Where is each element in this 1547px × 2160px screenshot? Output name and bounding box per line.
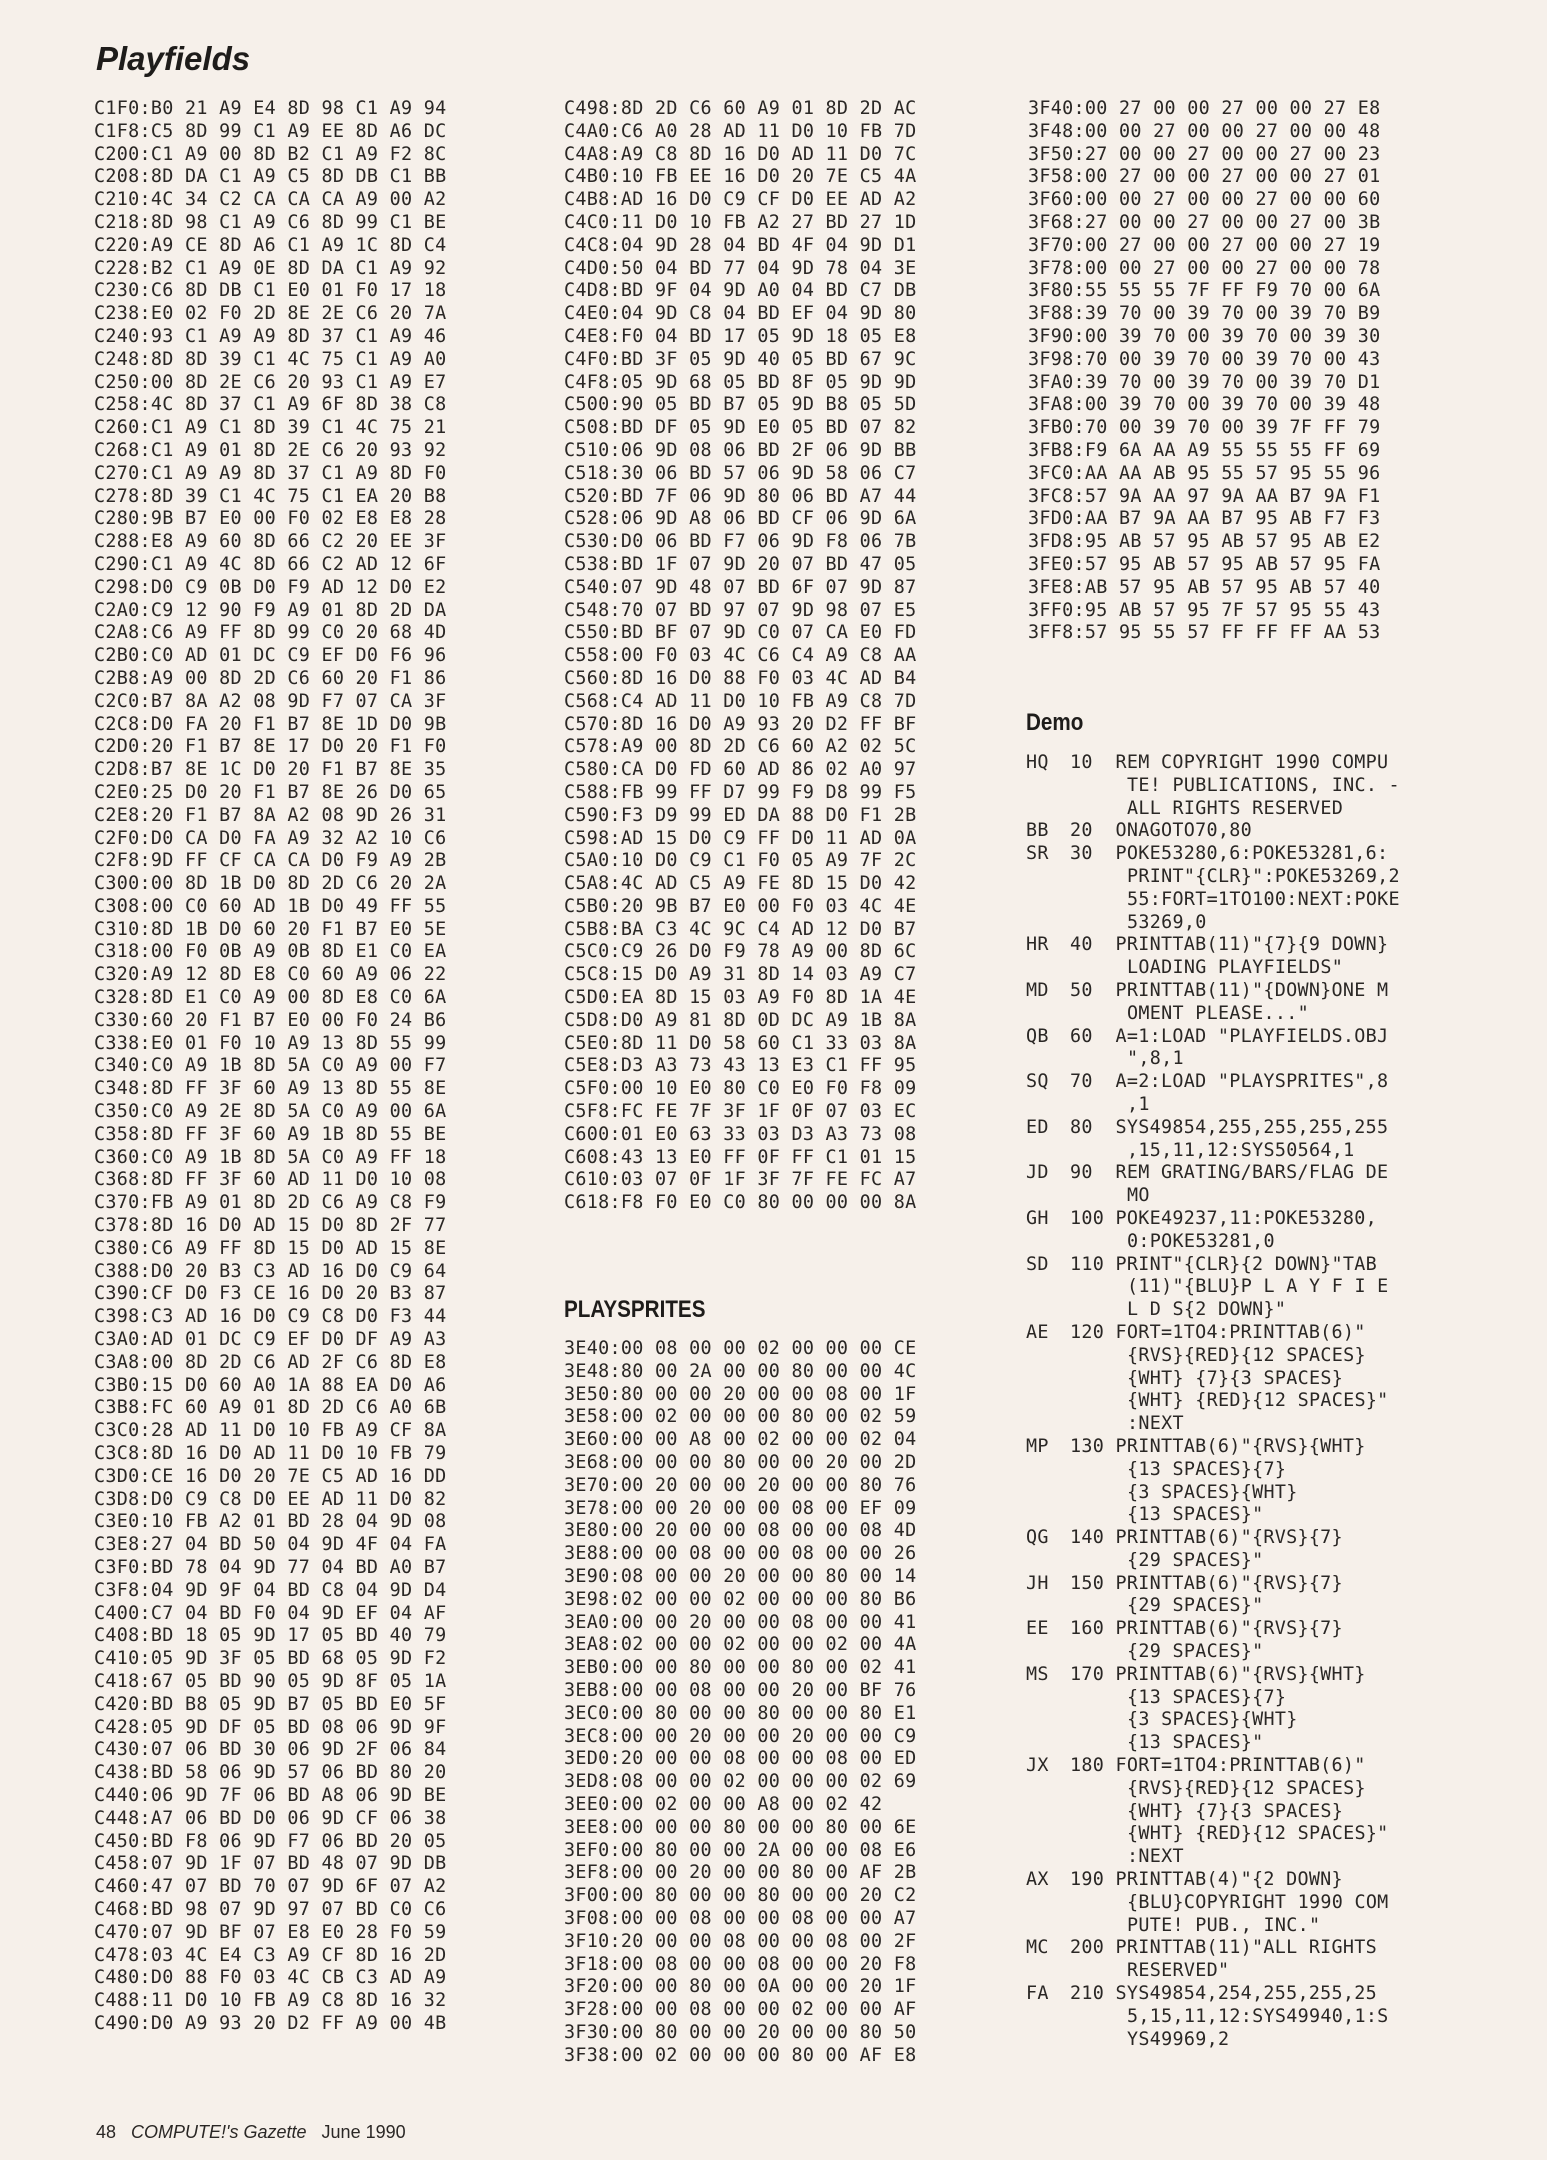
- listing-line: C460:47 07 BD 70 07 9D 6F 07 A2: [94, 1876, 447, 1898]
- listing-line: C250:00 8D 2E C6 20 93 C1 A9 E7: [94, 371, 447, 393]
- basic-line-text: 120 FORT=1TO4:PRINTTAB(6)": [1070, 1321, 1366, 1343]
- checksum-tag: QG: [1026, 1527, 1049, 1549]
- continuation-text: ,1: [1127, 1093, 1150, 1115]
- listing-line: 3FA8:00 39 70 00 39 70 00 39 48: [1028, 394, 1381, 416]
- listing-line: C588:FB 99 FF D7 99 F9 D8 99 F5: [564, 781, 917, 803]
- listing-line: C5B8:BA C3 4C 9C C4 AD 12 D0 B7: [564, 918, 917, 940]
- basic-line-text: 40 PRINTTAB(11)"{7}{9 DOWN}: [1070, 934, 1389, 956]
- checksum-tag: SQ: [1026, 1071, 1049, 1093]
- listing-line: C3A8:00 8D 2D C6 AD 2F C6 8D E8: [94, 1351, 447, 1373]
- listing-column-3: [1028, 98, 1381, 645]
- listing-line: C4E0:04 9D C8 04 BD EF 04 9D 80: [564, 303, 917, 325]
- listing-line: C200:C1 A9 00 8D B2 C1 A9 F2 8C: [94, 143, 447, 165]
- checksum-tag: QB: [1026, 1025, 1049, 1047]
- listing-line: 3EF0:00 80 00 00 2A 00 00 08 E6: [564, 1839, 917, 1861]
- continuation-text: 5,15,11,12:SYS49940,1:S: [1127, 2005, 1389, 2027]
- continuation-text: L D S{2 DOWN}": [1127, 1299, 1287, 1321]
- listing-line: C400:C7 04 BD F0 04 9D EF 04 AF: [94, 1602, 447, 1624]
- listing-line: C5C0:C9 26 D0 F9 78 A9 00 8D 6C: [564, 941, 917, 963]
- listing-line: 3EC0:00 80 00 00 80 00 00 80 E1: [564, 1702, 917, 1724]
- listing-line: 3EA0:00 00 20 00 00 08 00 00 41: [564, 1611, 917, 1633]
- listing-line: C4D0:50 04 BD 77 04 9D 78 04 3E: [564, 257, 917, 279]
- listing-line: C478:03 4C E4 C3 A9 CF 8D 16 2D: [94, 1944, 447, 1966]
- continuation-text: (11)"{BLU}P L A Y F I E: [1127, 1276, 1389, 1298]
- basic-line-text: 170 PRINTTAB(6)"{RVS}{WHT}: [1070, 1663, 1366, 1685]
- listing-line: C2C0:B7 8A A2 08 9D F7 07 CA 3F: [94, 690, 447, 712]
- listing-line: C470:07 9D BF 07 E8 E0 28 F0 59: [94, 1921, 447, 1943]
- basic-line-text: 80 SYS49854,255,255,255,255: [1070, 1116, 1389, 1138]
- listing-line: C340:C0 A9 1B 8D 5A C0 A9 00 F7: [94, 1055, 447, 1077]
- basic-line-text: 50 PRINTTAB(11)"{DOWN}ONE M: [1070, 979, 1389, 1001]
- checksum-tag: SR: [1026, 843, 1049, 865]
- issue-date: June 1990: [321, 2122, 406, 2142]
- listing-line: C488:11 D0 10 FB A9 C8 8D 16 32: [94, 1990, 447, 2012]
- listing-line: C380:C6 A9 FF 8D 15 D0 AD 15 8E: [94, 1237, 447, 1259]
- listing-line: C3C0:28 AD 11 D0 10 FB A9 CF 8A: [94, 1420, 447, 1442]
- listing-line: 3F70:00 27 00 00 27 00 00 27 19: [1028, 234, 1381, 256]
- listing-line: 3EC8:00 00 20 00 00 20 00 00 C9: [564, 1725, 917, 1747]
- listing-line: C4B8:AD 16 D0 C9 CF D0 EE AD A2: [564, 189, 917, 211]
- basic-line-text: 150 PRINTTAB(6)"{RVS}{7}: [1070, 1572, 1343, 1594]
- listing-line: C3B8:FC 60 A9 01 8D 2D C6 A0 6B: [94, 1397, 447, 1419]
- listing-line: 3F48:00 00 27 00 00 27 00 00 48: [1028, 120, 1381, 142]
- listing-line: C270:C1 A9 A9 8D 37 C1 A9 8D F0: [94, 462, 447, 484]
- listing-line: C4F0:BD 3F 05 9D 40 05 BD 67 9C: [564, 348, 917, 370]
- continuation-text: {13 SPACES}": [1127, 1732, 1264, 1754]
- listing-line: C4C0:11 D0 10 FB A2 27 BD 27 1D: [564, 211, 917, 233]
- listing-line: C5C8:15 D0 A9 31 8D 14 03 A9 C7: [564, 964, 917, 986]
- continuation-text: {13 SPACES}{7}: [1127, 1458, 1287, 1480]
- listing-line: C500:90 05 BD B7 05 9D B8 05 5D: [564, 394, 917, 416]
- listing-line: 3E90:08 00 00 20 00 00 80 00 14: [564, 1565, 917, 1587]
- listing-line: 3EE0:00 02 00 00 A8 00 02 42: [564, 1793, 883, 1815]
- listing-line: 3F68:27 00 00 27 00 00 27 00 3B: [1028, 211, 1381, 233]
- listing-line: C328:8D E1 C0 A9 00 8D E8 C0 6A: [94, 987, 447, 1009]
- page-title: Playfields: [96, 40, 251, 77]
- checksum-tag: MS: [1026, 1663, 1049, 1685]
- continuation-text: {29 SPACES}": [1127, 1595, 1264, 1617]
- continuation-text: {29 SPACES}": [1127, 1641, 1264, 1663]
- listing-line: 3F80:55 55 55 7F FF F9 70 00 6A: [1028, 280, 1381, 302]
- listing-line: C378:8D 16 D0 AD 15 D0 8D 2F 77: [94, 1215, 447, 1237]
- basic-line-text: 60 A=1:LOAD "PLAYFIELDS.OBJ: [1070, 1025, 1389, 1047]
- listing-line: C278:8D 39 C1 4C 75 C1 EA 20 B8: [94, 485, 447, 507]
- checksum-tag: MP: [1026, 1435, 1049, 1457]
- listing-line: C5D0:EA 8D 15 03 A9 F0 8D 1A 4E: [564, 987, 917, 1009]
- continuation-text: {3 SPACES}{WHT}: [1127, 1481, 1298, 1503]
- listing-line: C450:BD F8 06 9D F7 06 BD 20 05: [94, 1830, 447, 1852]
- listing-line: 3F50:27 00 00 27 00 00 27 00 23: [1028, 143, 1381, 165]
- continuation-text: {WHT} {RED}{12 SPACES}": [1127, 1823, 1389, 1845]
- checksum-tag: SD: [1026, 1253, 1049, 1275]
- listing-line: 3EB8:00 00 08 00 00 20 00 BF 76: [564, 1679, 917, 1701]
- listing-line: C4D8:BD 9F 04 9D A0 04 BD C7 DB: [564, 280, 917, 302]
- continuation-text: {WHT} {7}{3 SPACES}: [1127, 1800, 1344, 1822]
- listing-line: C2E8:20 F1 B7 8A A2 08 9D 26 31: [94, 804, 447, 826]
- page-footer: [96, 2122, 406, 2143]
- listing-line: C428:05 9D DF 05 BD 08 06 9D 9F: [94, 1716, 447, 1738]
- listing-line: C350:C0 A9 2E 8D 5A C0 A9 00 6A: [94, 1101, 447, 1123]
- listing-line: 3EB0:00 00 80 00 00 80 00 02 41: [564, 1657, 917, 1679]
- listing-line: 3F60:00 00 27 00 00 27 00 00 60: [1028, 189, 1381, 211]
- listing-line: C410:05 9D 3F 05 BD 68 05 9D F2: [94, 1648, 447, 1670]
- listing-line: C538:BD 1F 07 9D 20 07 BD 47 05: [564, 553, 917, 575]
- listing-column-2: [564, 98, 917, 1215]
- listing-line: C320:A9 12 8D E8 C0 60 A9 06 22: [94, 964, 447, 986]
- listing-line: C528:06 9D A8 06 BD CF 06 9D 6A: [564, 508, 917, 530]
- listing-line: C480:D0 88 F0 03 4C CB C3 AD A9: [94, 1967, 447, 1989]
- listing-line: C1F0:B0 21 A9 E4 8D 98 C1 A9 94: [94, 98, 447, 119]
- listing-line: 3F38:00 02 00 00 00 80 00 AF E8: [564, 2044, 917, 2066]
- listing-line: 3F28:00 00 08 00 00 02 00 00 AF: [564, 1999, 917, 2021]
- continuation-text: {13 SPACES}{7}: [1127, 1686, 1287, 1708]
- listing-line: 3E70:00 20 00 00 20 00 00 80 76: [564, 1474, 917, 1496]
- basic-line-text: 90 REM GRATING/BARS/FLAG DE: [1070, 1162, 1389, 1184]
- continuation-text: 0:POKE53281,0: [1127, 1230, 1275, 1252]
- listing-line: C448:A7 06 BD D0 06 9D CF 06 38: [94, 1807, 447, 1829]
- listing-line: C570:8D 16 D0 A9 93 20 D2 FF BF: [564, 713, 917, 735]
- listing-line: C300:00 8D 1B D0 8D 2D C6 20 2A: [94, 873, 447, 895]
- listing-line: C280:9B B7 E0 00 F0 02 E8 E8 28: [94, 508, 447, 530]
- listing-line: C260:C1 A9 C1 8D 39 C1 4C 75 21: [94, 417, 447, 439]
- listing-line: C2A8:C6 A9 FF 8D 99 C0 20 68 4D: [94, 622, 447, 644]
- listing-line: C248:8D 8D 39 C1 4C 75 C1 A9 A0: [94, 348, 447, 370]
- listing-line: 3EF8:00 00 20 00 00 80 00 AF 2B: [564, 1862, 917, 1884]
- listing-line: C5E0:8D 11 D0 58 60 C1 33 03 8A: [564, 1032, 917, 1054]
- listing-line: C2F0:D0 CA D0 FA A9 32 A2 10 C6: [94, 827, 447, 849]
- listing-line: C4A8:A9 C8 8D 16 D0 AD 11 D0 7C: [564, 143, 917, 165]
- basic-line-text: 100 POKE49237,11:POKE53280,: [1070, 1207, 1378, 1229]
- listing-line: C560:8D 16 D0 88 F0 03 4C AD B4: [564, 667, 917, 689]
- listing-line: 3F88:39 70 00 39 70 00 39 70 B9: [1028, 303, 1381, 325]
- listing-line: 3FF8:57 95 55 57 FF FF FF AA 53: [1028, 622, 1381, 644]
- checksum-tag: BB: [1026, 820, 1049, 842]
- listing-line: C268:C1 A9 01 8D 2E C6 20 93 92: [94, 439, 447, 461]
- listing-line: C2F8:9D FF CF CA CA D0 F9 A9 2B: [94, 850, 447, 872]
- listing-line: C5E8:D3 A3 73 43 13 E3 C1 FF 95: [564, 1055, 917, 1077]
- listing-line: C558:00 F0 03 4C C6 C4 A9 C8 AA: [564, 645, 917, 667]
- listing-line: C568:C4 AD 11 D0 10 FB A9 C8 7D: [564, 690, 917, 712]
- listing-line: C5F8:FC FE 7F 3F 1F 0F 07 03 EC: [564, 1101, 917, 1123]
- listing-line: 3FC0:AA AA AB 95 55 57 95 55 96: [1028, 462, 1381, 484]
- listing-line: C2B0:C0 AD 01 DC C9 EF D0 F6 96: [94, 645, 447, 667]
- listing-line: 3E78:00 00 20 00 00 08 00 EF 09: [564, 1497, 917, 1519]
- checksum-tag: JH: [1026, 1572, 1049, 1594]
- listing-line: C2D0:20 F1 B7 8E 17 D0 20 F1 F0: [94, 736, 447, 758]
- listing-line: C608:43 13 E0 FF 0F FF C1 01 15: [564, 1146, 917, 1168]
- listing-line: C5F0:00 10 E0 80 C0 E0 F0 F8 09: [564, 1078, 917, 1100]
- continuation-text: ALL RIGHTS RESERVED: [1127, 797, 1344, 819]
- listing-line: C438:BD 58 06 9D 57 06 BD 80 20: [94, 1762, 447, 1784]
- listing-line: C348:8D FF 3F 60 A9 13 8D 55 8E: [94, 1078, 447, 1100]
- listing-line: C230:C6 8D DB C1 E0 01 F0 17 18: [94, 280, 447, 302]
- listing-line: C390:CF D0 F3 CE 16 D0 20 B3 87: [94, 1283, 447, 1305]
- listing-line: C210:4C 34 C2 CA CA CA A9 00 A2: [94, 189, 447, 211]
- listing-line: C5A8:4C AD C5 A9 FE 8D 15 D0 42: [564, 873, 917, 895]
- listing-line: C510:06 9D 08 06 BD 2F 06 9D BB: [564, 439, 917, 461]
- listing-line: C418:67 05 BD 90 05 9D 8F 05 1A: [94, 1670, 447, 1692]
- listing-line: 3EA8:02 00 00 02 00 00 02 00 4A: [564, 1634, 917, 1656]
- basic-line-text: 180 FORT=1TO4:PRINTTAB(6)": [1070, 1755, 1366, 1777]
- basic-line-text: 20 ONAGOTO70,80: [1070, 820, 1252, 842]
- listing-line: 3FF0:95 AB 57 95 7F 57 95 55 43: [1028, 599, 1381, 621]
- listing-line: C308:00 C0 60 AD 1B D0 49 FF 55: [94, 895, 447, 917]
- listing-line: C498:8D 2D C6 60 A9 01 8D 2D AC: [564, 98, 917, 119]
- basic-line-text: 110 PRINT"{CLR}{2 DOWN}"TAB: [1070, 1253, 1378, 1275]
- basic-line-text: 160 PRINTTAB(6)"{RVS}{7}: [1070, 1618, 1343, 1640]
- listing-line: C600:01 E0 63 33 03 D3 A3 73 08: [564, 1123, 917, 1145]
- listing-line: 3F08:00 00 08 00 00 08 00 00 A7: [564, 1907, 917, 1929]
- continuation-text: {13 SPACES}": [1127, 1504, 1264, 1526]
- listing-line: C238:E0 02 F0 2D 8E 2E C6 20 7A: [94, 303, 447, 325]
- continuation-text: {RVS}{RED}{12 SPACES}: [1127, 1777, 1366, 1799]
- continuation-text: :NEXT: [1127, 1846, 1184, 1868]
- listing-line: C3F8:04 9D 9F 04 BD C8 04 9D D4: [94, 1579, 447, 1601]
- listing-line: C2A0:C9 12 90 F9 A9 01 8D 2D DA: [94, 599, 447, 621]
- listing-line: 3F10:20 00 00 08 00 00 08 00 2F: [564, 1930, 917, 1952]
- listing-line: C5A0:10 D0 C9 C1 F0 05 A9 7F 2C: [564, 850, 917, 872]
- checksum-tag: FA: [1026, 1983, 1049, 2005]
- basic-line-text: 190 PRINTTAB(4)"{2 DOWN}: [1070, 1869, 1343, 1891]
- continuation-text: {BLU}COPYRIGHT 1990 COM: [1127, 1891, 1389, 1913]
- listing-line: C420:BD B8 05 9D B7 05 BD E0 5F: [94, 1693, 447, 1715]
- listing-line: C220:A9 CE 8D A6 C1 A9 1C 8D C4: [94, 234, 447, 256]
- continuation-text: TE! PUBLICATIONS, INC. -: [1127, 774, 1400, 796]
- listing-line: C360:C0 A9 1B 8D 5A C0 A9 FF 18: [94, 1146, 447, 1168]
- continuation-text: 53269,0: [1127, 911, 1207, 933]
- listing-line: C3B0:15 D0 60 A0 1A 88 EA D0 A6: [94, 1374, 447, 1396]
- checksum-tag: MC: [1026, 1937, 1049, 1959]
- listing-line: 3F18:00 08 00 00 08 00 00 20 F8: [564, 1953, 917, 1975]
- listing-line: C4B0:10 FB EE 16 D0 20 7E C5 4A: [564, 166, 917, 188]
- listing-line: 3E58:00 02 00 00 00 80 00 02 59: [564, 1406, 917, 1428]
- listing-line: C430:07 06 BD 30 06 9D 2F 06 84: [94, 1739, 447, 1761]
- listing-line: C228:B2 C1 A9 0E 8D DA C1 A9 92: [94, 257, 447, 279]
- listing-column-1: [94, 98, 447, 2036]
- listing-line: C5B0:20 9B B7 E0 00 F0 03 4C 4E: [564, 895, 917, 917]
- checksum-tag: JX: [1026, 1755, 1049, 1777]
- listing-line: 3F90:00 39 70 00 39 70 00 39 30: [1028, 325, 1381, 347]
- basic-line-text: 30 POKE53280,6:POKE53281,6:: [1070, 843, 1389, 865]
- continuation-text: {WHT} {RED}{12 SPACES}": [1127, 1390, 1389, 1412]
- listing-line: C3D0:CE 16 D0 20 7E C5 AD 16 DD: [94, 1465, 447, 1487]
- listing-line: 3FE8:AB 57 95 AB 57 95 AB 57 40: [1028, 576, 1381, 598]
- listing-line: C408:BD 18 05 9D 17 05 BD 40 79: [94, 1625, 447, 1647]
- continuation-text: {3 SPACES}{WHT}: [1127, 1709, 1298, 1731]
- listing-line: C310:8D 1B D0 60 20 F1 B7 E0 5E: [94, 918, 447, 940]
- listing-line: 3FD0:AA B7 9A AA B7 95 AB F7 F3: [1028, 508, 1381, 530]
- continuation-text: {29 SPACES}": [1127, 1549, 1264, 1571]
- listing-line: C3C8:8D 16 D0 AD 11 D0 10 FB 79: [94, 1443, 447, 1465]
- listing-line: C3F0:BD 78 04 9D 77 04 BD A0 B7: [94, 1557, 447, 1578]
- playsprites-listing: [564, 1338, 917, 2068]
- listing-line: C290:C1 A9 4C 8D 66 C2 AD 12 6F: [94, 553, 447, 575]
- continuation-text: PRINT"{CLR}":POKE53269,2: [1127, 865, 1400, 887]
- checksum-tag: AE: [1026, 1321, 1049, 1343]
- continuation-text: RESERVED": [1127, 1960, 1230, 1982]
- continuation-text: ,15,11,12:SYS50564,1: [1127, 1139, 1355, 1161]
- listing-line: C458:07 9D 1F 07 BD 48 07 9D DB: [94, 1853, 447, 1875]
- listing-line: C3E8:27 04 BD 50 04 9D 4F 04 FA: [94, 1534, 447, 1556]
- listing-line: C208:8D DA C1 A9 C5 8D DB C1 BB: [94, 166, 447, 188]
- listing-line: C2C8:D0 FA 20 F1 B7 8E 1D D0 9B: [94, 713, 447, 735]
- listing-line: 3FE0:57 95 AB 57 95 AB 57 95 FA: [1028, 553, 1381, 575]
- continuation-text: YS49969,2: [1127, 2028, 1230, 2050]
- listing-line: C518:30 06 BD 57 06 9D 58 06 C7: [564, 462, 917, 484]
- listing-line: C578:A9 00 8D 2D C6 60 A2 02 5C: [564, 736, 917, 758]
- listing-line: 3ED8:08 00 00 02 00 00 00 02 69: [564, 1771, 917, 1793]
- listing-line: C358:8D FF 3F 60 A9 1B 8D 55 BE: [94, 1123, 447, 1145]
- listing-line: 3E48:80 00 2A 00 00 80 00 00 4C: [564, 1360, 917, 1382]
- listing-line: C4C8:04 9D 28 04 BD 4F 04 9D D1: [564, 234, 917, 256]
- basic-line-text: 140 PRINTTAB(6)"{RVS}{7}: [1070, 1527, 1343, 1549]
- basic-line-text: 10 REM COPYRIGHT 1990 COMPU: [1070, 752, 1389, 773]
- listing-line: 3F78:00 00 27 00 00 27 00 00 78: [1028, 257, 1381, 279]
- listing-line: C468:BD 98 07 9D 97 07 BD C0 C6: [94, 1898, 447, 1920]
- listing-line: 3F00:00 80 00 00 80 00 00 20 C2: [564, 1885, 917, 1907]
- checksum-tag: HR: [1026, 934, 1049, 956]
- listing-line: C368:8D FF 3F 60 AD 11 D0 10 08: [94, 1169, 447, 1191]
- listing-line: 3F30:00 80 00 00 20 00 00 80 50: [564, 2021, 917, 2043]
- listing-line: 3F58:00 27 00 00 27 00 00 27 01: [1028, 166, 1381, 188]
- basic-line-text: 130 PRINTTAB(6)"{RVS}{WHT}: [1070, 1435, 1366, 1457]
- continuation-text: {RVS}{RED}{12 SPACES}: [1127, 1344, 1366, 1366]
- listing-line: C540:07 9D 48 07 BD 6F 07 9D 87: [564, 576, 917, 598]
- listing-line: C2B8:A9 00 8D 2D C6 60 20 F1 86: [94, 667, 447, 689]
- listing-line: C2D8:B7 8E 1C D0 20 F1 B7 8E 35: [94, 759, 447, 781]
- demo-heading: Demo: [1026, 709, 1084, 736]
- listing-line: C548:70 07 BD 97 07 9D 98 07 E5: [564, 599, 917, 621]
- listing-line: C298:D0 C9 0B D0 F9 AD 12 D0 E2: [94, 576, 447, 598]
- checksum-tag: JD: [1026, 1162, 1049, 1184]
- checksum-tag: GH: [1026, 1207, 1049, 1229]
- page-number: 48: [96, 2122, 117, 2142]
- listing-line: 3ED0:20 00 00 08 00 00 08 00 ED: [564, 1748, 917, 1770]
- listing-line: C288:E8 A9 60 8D 66 C2 20 EE 3F: [94, 531, 447, 553]
- continuation-text: {WHT} {7}{3 SPACES}: [1127, 1367, 1344, 1389]
- listing-line: C3E0:10 FB A2 01 BD 28 04 9D 08: [94, 1511, 447, 1533]
- magazine-name: COMPUTE!'s Gazette: [131, 2122, 307, 2142]
- listing-line: C590:F3 D9 99 ED DA 88 D0 F1 2B: [564, 804, 917, 826]
- continuation-text: PUTE! PUB., INC.": [1127, 1914, 1321, 1936]
- playsprites-heading: PLAYSPRITES: [564, 1296, 706, 1323]
- listing-line: C240:93 C1 A9 A9 8D 37 C1 A9 46: [94, 325, 447, 347]
- listing-line: 3F98:70 00 39 70 00 39 70 00 43: [1028, 348, 1381, 370]
- listing-line: 3E98:02 00 00 02 00 00 00 80 B6: [564, 1588, 917, 1610]
- listing-line: C3D8:D0 C9 C8 D0 EE AD 11 D0 82: [94, 1488, 447, 1510]
- listing-line: 3FB0:70 00 39 70 00 39 7F FF 79: [1028, 417, 1381, 439]
- continuation-text: MO: [1127, 1185, 1150, 1207]
- listing-line: 3E60:00 00 A8 00 02 00 00 02 04: [564, 1429, 917, 1451]
- listing-line: C2E0:25 D0 20 F1 B7 8E 26 D0 65: [94, 781, 447, 803]
- listing-line: C3A0:AD 01 DC C9 EF D0 DF A9 A3: [94, 1329, 447, 1351]
- listing-line: C508:BD DF 05 9D E0 05 BD 07 82: [564, 417, 917, 439]
- listing-line: C490:D0 A9 93 20 D2 FF A9 00 4B: [94, 2012, 447, 2034]
- listing-line: C398:C3 AD 16 D0 C9 C8 D0 F3 44: [94, 1306, 447, 1328]
- listing-line: C598:AD 15 D0 C9 FF D0 11 AD 0A: [564, 827, 917, 849]
- listing-line: C218:8D 98 C1 A9 C6 8D 99 C1 BE: [94, 211, 447, 233]
- listing-line: C618:F8 F0 E0 C0 80 00 00 00 8A: [564, 1192, 917, 1214]
- listing-line: C4A0:C6 A0 28 AD 11 D0 10 FB 7D: [564, 120, 917, 142]
- continuation-text: ",8,1: [1127, 1048, 1184, 1070]
- continuation-text: :NEXT: [1127, 1413, 1184, 1435]
- listing-line: 3E88:00 00 08 00 00 08 00 00 26: [564, 1543, 917, 1565]
- listing-line: C388:D0 20 B3 C3 AD 16 D0 C9 64: [94, 1260, 447, 1282]
- checksum-tag: AX: [1026, 1869, 1049, 1891]
- continuation-text: LOADING PLAYFIELDS": [1127, 957, 1344, 979]
- listing-line: C1F8:C5 8D 99 C1 A9 EE 8D A6 DC: [94, 120, 447, 142]
- listing-line: 3E40:00 08 00 00 02 00 00 00 CE: [564, 1338, 917, 1359]
- listing-line: 3EE8:00 00 00 80 00 00 80 00 6E: [564, 1816, 917, 1838]
- listing-line: C520:BD 7F 06 9D 80 06 BD A7 44: [564, 485, 917, 507]
- listing-line: 3F20:00 00 80 00 0A 00 00 20 1F: [564, 1976, 917, 1998]
- listing-line: C370:FB A9 01 8D 2D C6 A9 C8 F9: [94, 1192, 447, 1214]
- continuation-text: OMENT PLEASE...": [1127, 1002, 1309, 1024]
- listing-line: C580:CA D0 FD 60 AD 86 02 A0 97: [564, 759, 917, 781]
- listing-line: C330:60 20 F1 B7 E0 00 F0 24 B6: [94, 1009, 447, 1031]
- listing-line: 3FA0:39 70 00 39 70 00 39 70 D1: [1028, 371, 1381, 393]
- basic-line-text: 70 A=2:LOAD "PLAYSPRITES",8: [1070, 1071, 1389, 1093]
- listing-line: C338:E0 01 F0 10 A9 13 8D 55 99: [94, 1032, 447, 1054]
- listing-line: C610:03 07 0F 1F 3F 7F FE FC A7: [564, 1169, 917, 1191]
- listing-line: C440:06 9D 7F 06 BD A8 06 9D BE: [94, 1784, 447, 1806]
- checksum-tag: HQ: [1026, 752, 1049, 773]
- checksum-tag: EE: [1026, 1618, 1049, 1640]
- listing-line: 3E68:00 00 00 80 00 00 20 00 2D: [564, 1451, 917, 1473]
- listing-line: C258:4C 8D 37 C1 A9 6F 8D 38 C8: [94, 394, 447, 416]
- listing-line: C5D8:D0 A9 81 8D 0D DC A9 1B 8A: [564, 1009, 917, 1031]
- listing-line: 3FB8:F9 6A AA A9 55 55 55 FF 69: [1028, 439, 1381, 461]
- listing-line: 3FD8:95 AB 57 95 AB 57 95 AB E2: [1028, 531, 1381, 553]
- basic-line-text: 200 PRINTTAB(11)"ALL RIGHTS: [1070, 1937, 1378, 1959]
- listing-line: 3E80:00 20 00 00 08 00 00 08 4D: [564, 1520, 917, 1542]
- checksum-tag: MD: [1026, 979, 1049, 1001]
- listing-line: C4F8:05 9D 68 05 BD 8F 05 9D 9D: [564, 371, 917, 393]
- checksum-tag: ED: [1026, 1116, 1049, 1138]
- listing-line: 3FC8:57 9A AA 97 9A AA B7 9A F1: [1028, 485, 1381, 507]
- basic-line-text: 210 SYS49854,254,255,255,25: [1070, 1983, 1378, 2005]
- listing-line: 3E50:80 00 00 20 00 00 08 00 1F: [564, 1383, 917, 1405]
- continuation-text: 55:FORT=1TO100:NEXT:POKE: [1127, 888, 1400, 910]
- listing-line: C4E8:F0 04 BD 17 05 9D 18 05 E8: [564, 325, 917, 347]
- listing-line: C318:00 F0 0B A9 0B 8D E1 C0 EA: [94, 941, 447, 963]
- listing-line: C550:BD BF 07 9D C0 07 CA E0 FD: [564, 622, 917, 644]
- listing-line: C530:D0 06 BD F7 06 9D F8 06 7B: [564, 531, 917, 553]
- listing-line: 3F40:00 27 00 00 27 00 00 27 E8: [1028, 98, 1381, 119]
